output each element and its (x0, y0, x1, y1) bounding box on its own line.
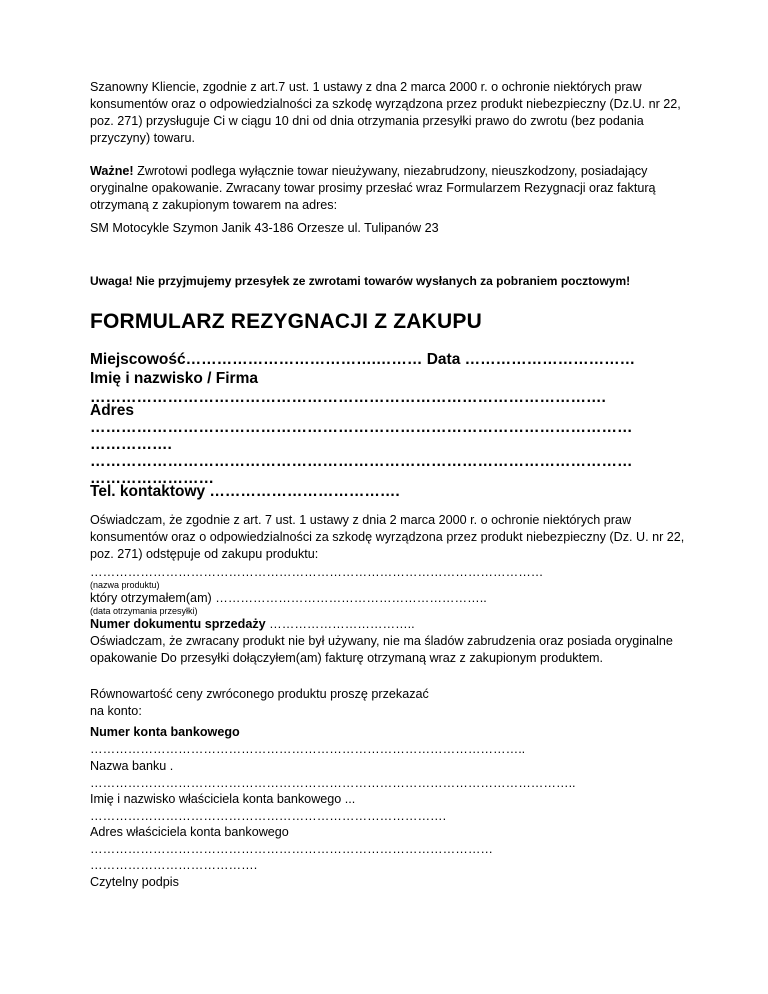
refund-line-2: na konto: (90, 704, 142, 718)
product-caption: (nazwa produktu) (90, 580, 160, 590)
declaration-paragraph: Oświadczam, że zgodnie z art. 7 ust. 1 ustawy z dnia 2 marca 2000 r. o ochronie niektórych praw konsumentów oraz o odpowiedzialności za szkodę wyrządzona przez produkt niebezpieczny (Dz. U. nr 22, poz. 271) odstępuje od zakupu produktu: (90, 513, 685, 561)
received-caption: (data otrzymania przesyłki) (90, 606, 198, 616)
sale-document-label: Numer dokumentu sprzedaży (90, 617, 266, 631)
important-paragraph (90, 163, 690, 214)
bank-name-label: Nazwa banku . (90, 759, 174, 773)
condition-statement: Oświadczam, że zwracany produkt nie był używany, nie ma śladów zabrudzenia oraz posiada oryginalne opakowanie Do przesyłki dołączyłem(am) fakturę otrzymaną wraz z zakupionym produktem. (90, 634, 673, 665)
owner-address-dots: …………………………………………………………………………………… (90, 842, 493, 856)
account-owner-label: Imię i nazwisko właściciela konta bankowego ... (90, 792, 356, 806)
received-line: który otrzymałem(am) ……………………………………………………….. (90, 591, 487, 605)
account-owner-dots: …………………………………………………………………………. (90, 809, 447, 823)
field-name-label: Imię i nazwisko / Firma (90, 370, 258, 387)
field-phone: Tel. kontaktowy ………………………………. (90, 483, 400, 500)
field-place-date: Miejscowość……………………………….……… Data …………………………… (90, 351, 636, 368)
sale-document-line (90, 616, 415, 633)
signature-label: Czytelny podpis (90, 875, 179, 889)
field-address-label: Adres (90, 402, 134, 419)
owner-address-label: Adres właściciela konta bankowego (90, 825, 289, 839)
cod-warning: Uwaga! Nie przyjmujemy przesyłek ze zwrotami towarów wysłanych za pobraniem pocztowym! (90, 274, 631, 288)
bank-name-dots: …………………………………………………………………………………………………….. (90, 776, 576, 790)
refund-line-1: Równowartość ceny zwróconego produktu proszę przekazać (90, 687, 429, 701)
field-name-dots: ………………………………………………………………………………………. (90, 389, 606, 406)
field-address-dots-1: …………………………………………………………………………………………… (90, 419, 633, 436)
field-address-dots-4: …………………… (90, 470, 214, 487)
product-dots: ……………………………………………………………………………………………… (90, 565, 544, 579)
signature-dots: …………………………………. (90, 858, 258, 872)
field-address-dots-3: …………………………………………………………………………………………… (90, 453, 633, 470)
bank-account-label: Numer konta bankowego (90, 725, 240, 739)
intro-paragraph: Szanowny Kliencie, zgodnie z art.7 ust. 1 ustawy z dna 2 marca 2000 r. o ochronie niektórych praw konsumentów oraz o odpowiedzialności za szkodę wyrządzona przez produkt niebezpieczny (Dz.U. nr 22, poz. 271) przysługuje Ci w ciągu 10 dni od dnia otrzymania przesyłki prawo do zwrotu (bez podania przyczyny) towaru. (90, 80, 681, 145)
important-label: Ważne! (90, 164, 134, 178)
important-text: Zwrotowi podlega wyłącznie towar nieużywany, niezabrudzony, nieuszkodzony, posiadający oryginalne opakowanie. Zwracany towar prosimy przesłać wraz Formularzem Rezygnacji oraz fakturą otrzymaną z zakupionym towarem na adres: (90, 164, 656, 212)
return-address: SM Motocykle Szymon Janik 43-186 Orzesze ul. Tulipanów 23 (90, 221, 439, 235)
bank-account-dots: ………………………………………………………………………………………….. (90, 742, 526, 756)
form-title: FORMULARZ REZYGNACJI Z ZAKUPU (90, 310, 482, 333)
sale-document-dots: …………………………….. (265, 617, 415, 631)
field-address-dots-2: ……………. (90, 436, 172, 453)
